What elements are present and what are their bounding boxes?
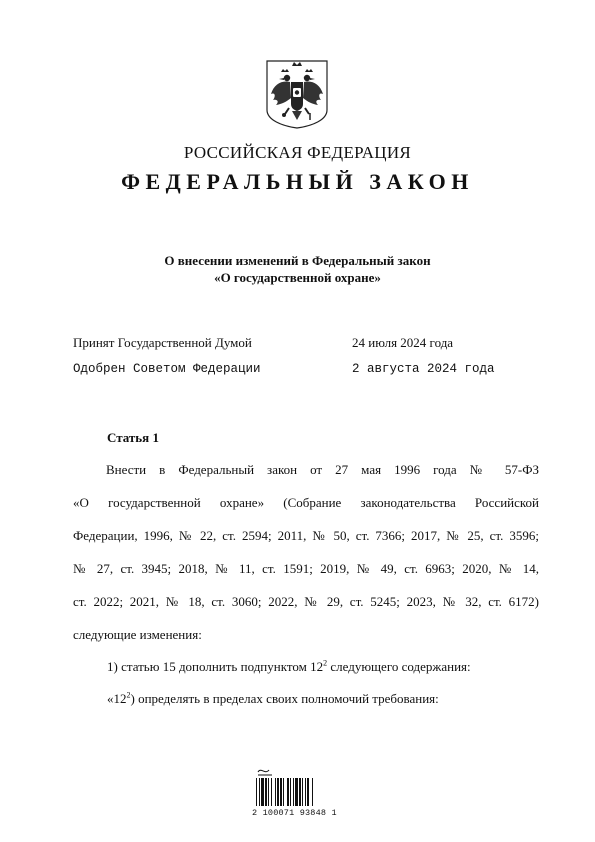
country-name: РОССИЙСКАЯ ФЕДЕРАЦИЯ	[183, 143, 412, 162]
amendment-text: следующего содержания:	[327, 659, 471, 674]
amendment-subitem	[107, 691, 439, 707]
article-text-line: Федерации, 1996, № 22, ст. 2594; 2011, № 50, ст. 7366; 2017, № 25, ст. 3596;	[73, 528, 539, 543]
law-title	[0, 252, 595, 286]
amendment-text: ) определять в пределах своих полномочий требования:	[130, 691, 439, 706]
law-title-line: О внесении изменений в Федеральный закон	[164, 253, 431, 268]
duma-adoption-date: 24 июля 2024 года	[352, 335, 454, 350]
council-approval-label: Одобрен Советом Федерации	[73, 362, 261, 376]
council-approval-date: 2 августа 2024 года	[352, 362, 495, 376]
superscript: 2	[323, 658, 328, 668]
barcode-number: 2 100071 93848 1	[252, 808, 337, 818]
amendment-text: 1) статью 15 дополнить подпунктом 12	[107, 659, 324, 674]
article-text-line: следующие изменения:	[73, 627, 202, 642]
law-title-line: «О государственной охране»	[214, 270, 381, 285]
superscript: 2	[126, 690, 131, 700]
article-text-line: Внести в Федеральный закон от 27 мая 1996 года № 57-ФЗ	[106, 462, 539, 477]
coat-of-arms-emblem	[264, 58, 330, 130]
amendment-text: «12	[107, 691, 127, 706]
double-headed-eagle-icon	[264, 58, 330, 130]
article-text-line: «О государственной охране» (Собрание законодательства Российской	[73, 495, 539, 510]
article-text-line: ст. 2022; 2021, № 18, ст. 3060; 2022, № 29, ст. 5245; 2023, № 32, ст. 6172)	[73, 594, 539, 609]
amendment-item	[107, 659, 471, 675]
document-type-heading: ФЕДЕРАЛЬНЫЙ ЗАКОН	[121, 169, 474, 194]
article-heading: Статья 1	[107, 430, 159, 445]
article-text-line: № 27, ст. 3945; 2018, № 11, ст. 1591; 2019, № 49, ст. 6963; 2020, № 14,	[73, 561, 539, 576]
duma-adoption-label: Принят Государственной Думой	[73, 335, 252, 350]
